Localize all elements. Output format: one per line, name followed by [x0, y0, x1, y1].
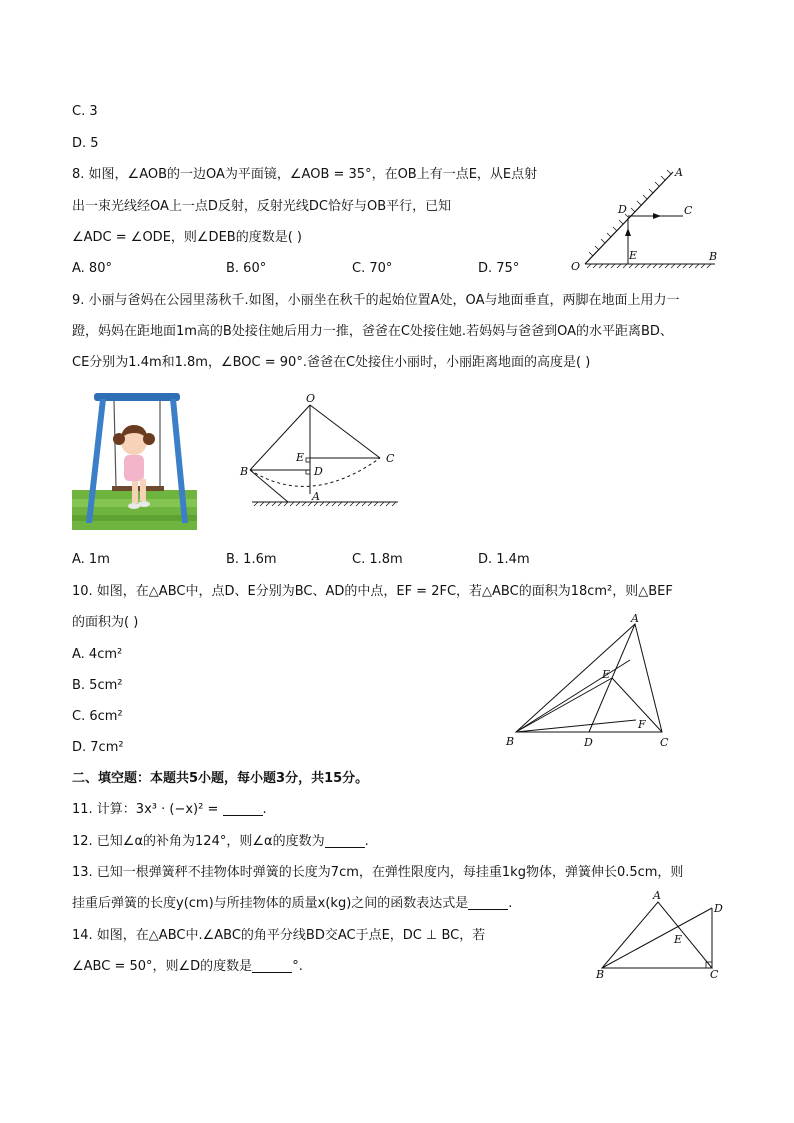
- section-2-title: 二、填空题：本题共5小题，每小题3分，共15分。: [72, 771, 369, 786]
- q8-label-b: B: [709, 250, 718, 263]
- q8-option-b: B. 60°: [226, 261, 267, 276]
- q9-label-b: B: [240, 465, 249, 478]
- q12-answer-blank[interactable]: [325, 833, 365, 848]
- q8-option-d: D. 75°: [478, 261, 520, 276]
- q10-label-e: E: [602, 668, 611, 681]
- q11-text: [72, 800, 267, 820]
- q10-label-a: A: [631, 612, 639, 625]
- q11-end: .: [262, 802, 267, 817]
- q10-option-d: D. 7cm²: [72, 740, 124, 755]
- q10-option-b: B. 5cm²: [72, 678, 123, 693]
- q8-option-c: C. 70°: [352, 261, 393, 276]
- q14-text-line1: 14. 如图，在△ABC中.∠ABC的角平分线BD交AC于点E，DC ⊥ BC，若: [72, 928, 486, 943]
- q9-label-e: E: [296, 451, 305, 464]
- q7-option-c: C. 3: [72, 104, 98, 119]
- q9-option-b: B. 1.6m: [226, 552, 277, 567]
- q13-end: .: [508, 896, 513, 911]
- q14-answer-blank[interactable]: [252, 958, 292, 973]
- q10-label-f: F: [638, 718, 646, 731]
- q9-option-d: D. 1.4m: [478, 552, 530, 567]
- q10-label-d: D: [584, 736, 593, 749]
- q13-text-line2: 挂重后弹簧的长度y(cm)与所挂物体的质量x(kg)之间的函数表达式是: [72, 896, 469, 911]
- q11-expression: 11. 计算：3x³ · (−x)² =: [72, 802, 219, 817]
- q8-text-line3: ∠ADC = ∠ODE，则∠DEB的度数是( ): [72, 230, 302, 245]
- q8-text-line1: 8. 如图，∠AOB的一边OA为平面镜，∠AOB = 35°，在OB上有一点E，从E点射: [72, 167, 538, 182]
- q8-label-d: D: [618, 203, 627, 216]
- q9-label-o: O: [306, 392, 316, 405]
- q9-label-d: D: [314, 465, 323, 478]
- q10-label-b: B: [506, 735, 515, 748]
- q8-label-a: A: [675, 166, 683, 179]
- q14-label-d: D: [714, 902, 723, 915]
- q14-triangle-figure: [588, 888, 728, 980]
- q14-label-e: E: [674, 933, 683, 946]
- q8-label-e: E: [629, 249, 638, 262]
- q8-option-a: A. 80°: [72, 261, 112, 276]
- q8-mirror-figure: [565, 160, 725, 275]
- q13-text-line2-wrap: [72, 894, 512, 914]
- q14-text-line2: ∠ABC = 50°，则∠D的度数是: [72, 959, 253, 974]
- q14-end: °.: [292, 959, 303, 974]
- q8-text-line2: 出一束光线经OA上一点D反射，反射光线DC恰好与OB平行，已知: [72, 199, 452, 214]
- q9-option-a: A. 1m: [72, 552, 110, 567]
- q8-label-o: O: [571, 260, 581, 273]
- q10-option-a: A. 4cm²: [72, 647, 123, 662]
- swing-illustration: [72, 387, 197, 530]
- q9-text-line1: 9. 小丽与爸妈在公园里荡秋千.如图，小丽坐在秋千的起始位置A处，OA与地面垂直，两脚在地面上用力一: [72, 293, 680, 308]
- q10-text-line2: 的面积为( ): [72, 615, 139, 630]
- q9-option-c: C. 1.8m: [352, 552, 403, 567]
- q13-text-line1: 13. 已知一根弹簧秤不挂物体时弹簧的长度为7cm，在弹性限度内，每挂重1kg物体，弹簧伸长0.5cm，则: [72, 865, 684, 880]
- q14-label-c: C: [710, 968, 719, 980]
- q7-option-d: D. 5: [72, 136, 99, 151]
- q9-label-c: C: [386, 452, 395, 465]
- q12-text: [72, 832, 369, 852]
- q14-label-a: A: [653, 889, 661, 902]
- q9-text-line2: 蹬，妈妈在距地面1m高的B处接住她后用力一推，爸爸在C处接住她.若妈妈与爸爸到OA的水平距离BD、: [72, 324, 673, 339]
- q10-option-c: C. 6cm²: [72, 709, 123, 724]
- q9-text-line3: CE分别为1.4m和1.8m，∠BOC = 90°.爸爸在C处接住小丽时，小丽距离地面的高度是( ): [72, 355, 591, 370]
- q10-text-line1: 10. 如图，在△ABC中，点D、E分别为BC、AD的中点，EF = 2FC，若△ABC的面积为18cm²，则△BEF: [72, 584, 673, 599]
- q11-answer-blank[interactable]: [223, 801, 263, 816]
- q13-answer-blank[interactable]: [468, 895, 508, 910]
- q14-text-line2-wrap: [72, 957, 303, 977]
- q12-question: 12. 已知∠α的补角为124°，则∠α的度数为: [72, 834, 325, 849]
- q9-swing-geometry-figure: [230, 390, 405, 510]
- q8-label-c: C: [684, 204, 693, 217]
- q9-label-a: A: [312, 490, 320, 503]
- q10-label-c: C: [660, 736, 669, 749]
- q10-triangle-figure: [500, 612, 680, 752]
- q12-end: .: [364, 834, 369, 849]
- q14-label-b: B: [596, 968, 605, 980]
